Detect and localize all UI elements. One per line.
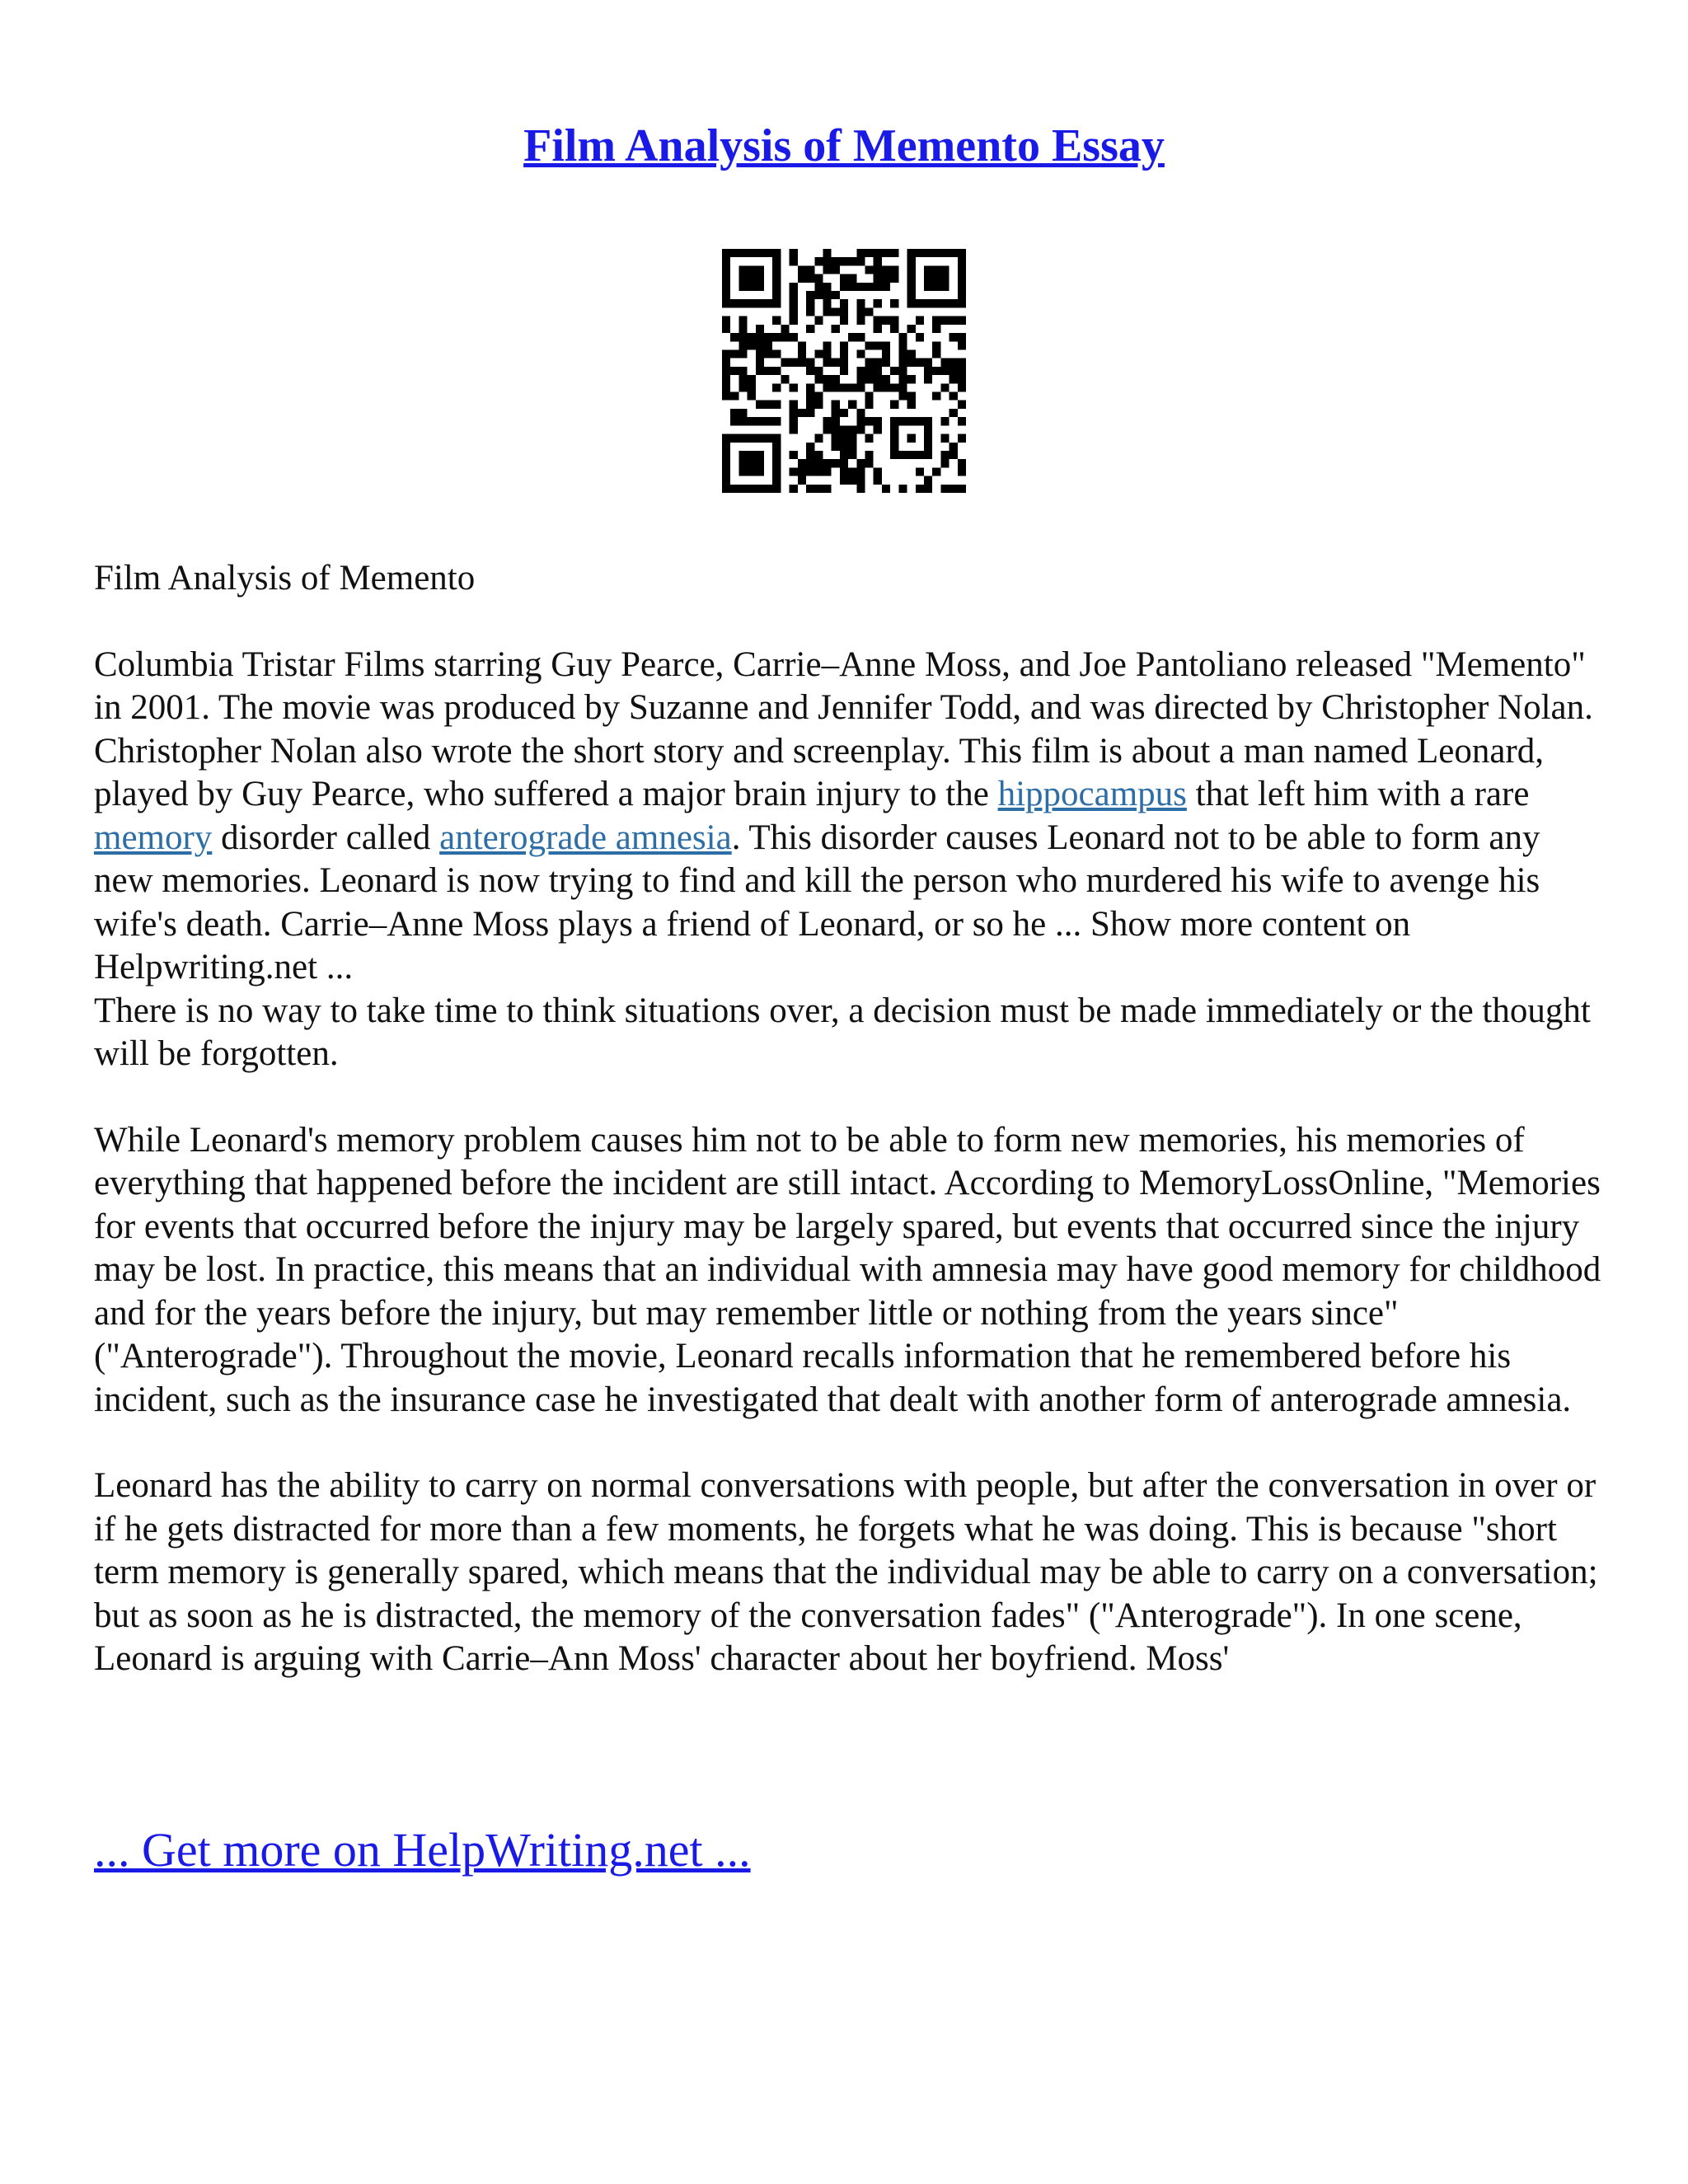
paragraph-text: disorder called xyxy=(212,818,440,857)
essay-heading: Film Analysis of Memento xyxy=(94,559,476,598)
paragraph-text: that left him with a rare xyxy=(1186,775,1530,813)
title-link[interactable]: Film Analysis of Memento Essay xyxy=(523,120,1165,171)
get-more-link[interactable]: ... Get more on HelpWriting.net ... xyxy=(94,1823,751,1877)
essay-paragraph-4: Leonard has the ability to carry on normal conversations with people, but after the conversation in over or if he gets distracted for more than a few moments, he forgets what he was doing. This is because "short term memory is generally spared, which means that the individual may be able to carry on a conversation; but as soon as he is distracted, the memory of the conversation fades" ("Anterograde"). In one scene, Leonard is arguing with Carrie–Ann Moss' character about her boyfriend. Moss' xyxy=(94,1466,1598,1678)
anterograde-amnesia-link[interactable]: anterograde amnesia xyxy=(439,818,732,857)
paragraph-text: . This disorder causes Leonard not to be able to form any new memories. Leonard is now trying to find and kill the person who murdered his wife to avenge his wife's death. Carrie–Anne Moss plays a friend of Leonard, or so he ... Show more content on Helpwriting.net ... xyxy=(94,818,1540,987)
essay-paragraph-1 xyxy=(94,644,1602,990)
page-title xyxy=(0,117,1688,175)
essay-body xyxy=(94,557,1602,1681)
essay-paragraph-3: While Leonard's memory problem causes him not to be able to form new memories, his memories of everything that happened before the incident are still intact. According to MemoryLossOnline, "Memories for events that occurred before the injury may be largely spared, but events that occurred since the injury may be lost. In practice, this means that an individual with amnesia may have good memory for childhood and for the years before the injury, but may remember little or nothing from the years since" ("Anterograde"). Throughout the movie, Leonard recalls information that he remembered before his incident, such as the insurance case he investigated that dealt with another form of anterograde amnesia. xyxy=(94,1120,1601,1419)
hippocampus-link[interactable]: hippocampus xyxy=(997,775,1187,813)
essay-paragraph-2: There is no way to take time to think situations over, a decision must be made immediately or the thought will be forgotten. xyxy=(94,991,1591,1073)
memory-link[interactable]: memory xyxy=(94,818,213,857)
qr-code-icon xyxy=(722,249,966,493)
paragraph-text: Columbia Tristar Films starring Guy Pearce, Carrie–Anne Moss, and Joe Pantoliano released "Memento" in 2001. The movie was produced by Suzanne and Jennifer Todd, and was directed by Christopher Nolan. Christopher Nolan also wrote the short story and screenplay. This film is about a man named Leonard, played by Guy Pearce, who suffered a major brain injury to the xyxy=(94,644,1593,813)
get-more-link-container xyxy=(94,1821,751,1879)
